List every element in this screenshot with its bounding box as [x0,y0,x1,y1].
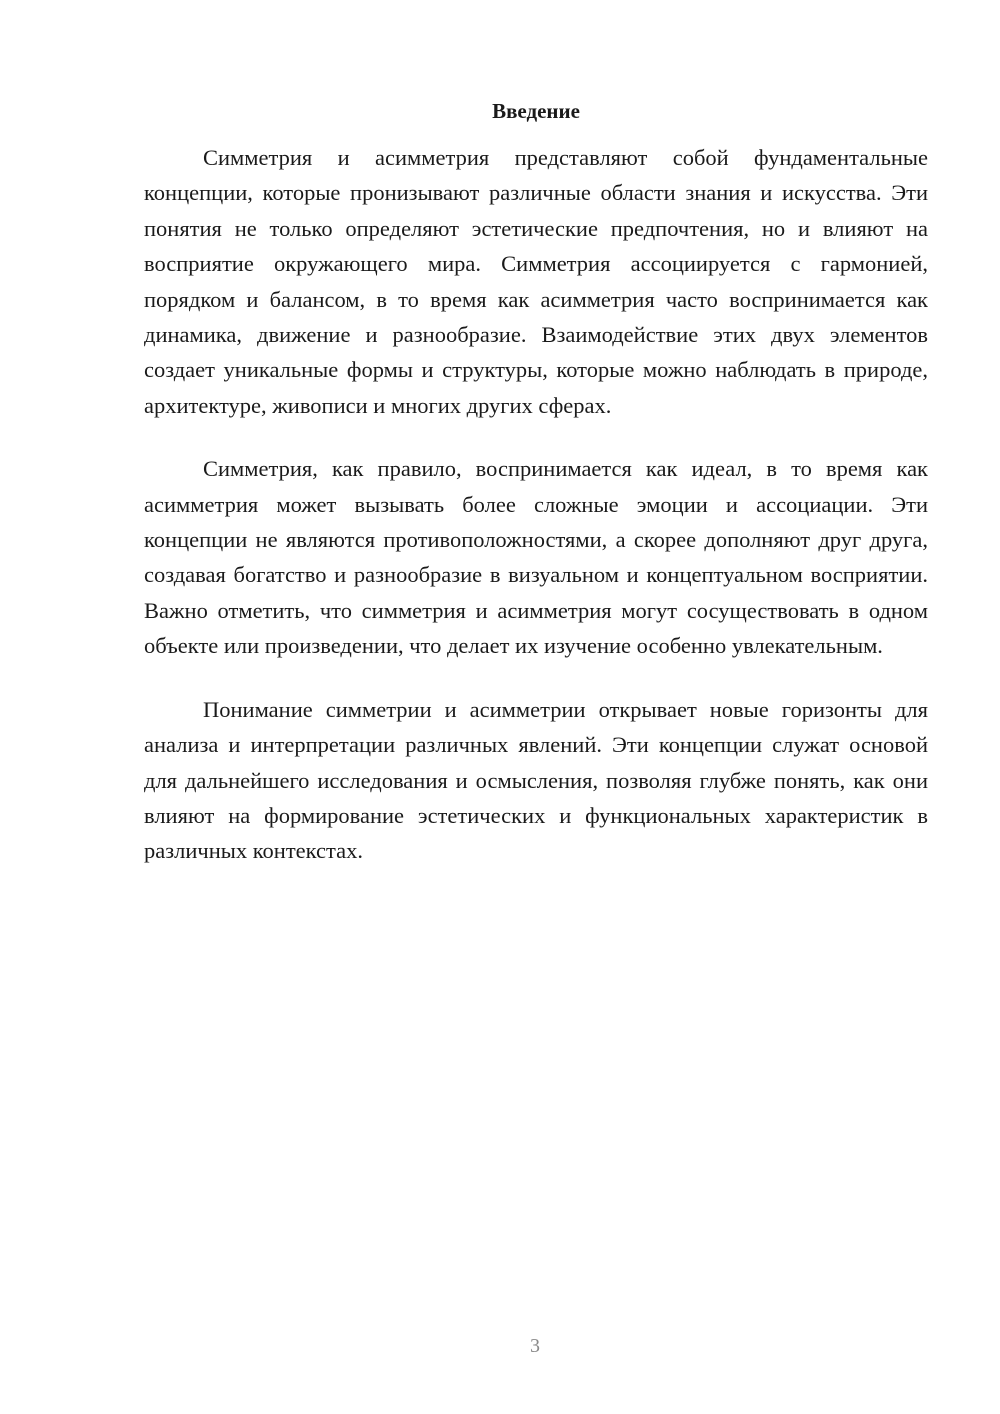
paragraph-2: Симметрия, как правило, воспринимается как идеал, в то время как асимметрия может вызывать более сложные эмоции и ассоциации. Эти концепции не являются противоположностями, а скорее дополняют друг друга, создавая богатство и разнообразие в визуальном и концептуальном восприятии. Важно отметить, что симметрия и асимметрия могут сосуществовать в одном объекте или произведении, что делает их изучение особенно увлекательным. [144,456,928,659]
paragraph-3: Понимание симметрии и асимметрии открывает новые горизонты для анализа и интерпретации различных явлений. Эти концепции служат основой для дальнейшего исследования и осмысления, позволяя глубже понять, как они влияют на формирование эстетических и функциональных характеристик в различных контекстах. [144,696,928,864]
paragraph-1: Симметрия и асимметрия представляют собой фундаментальные концепции, которые пронизывают различные области знания и искусства. Эти понятия не только определяют эстетические предпочтения, но и влияют на восприятие окружающего мира. Симметрия ассоциируется с гармонией, порядком и балансом, в то время как асимметрия часто воспринимается как динамика, движение и разнообразие. Взаимодействие этих двух элементов создает уникальные формы и структуры, которые можно наблюдать в природе, архитектуре, живописи и многих других сферах. [144,145,928,418]
page-content [144,96,928,897]
section-heading: Введение [492,99,580,123]
page-number: 3 [530,1335,540,1357]
